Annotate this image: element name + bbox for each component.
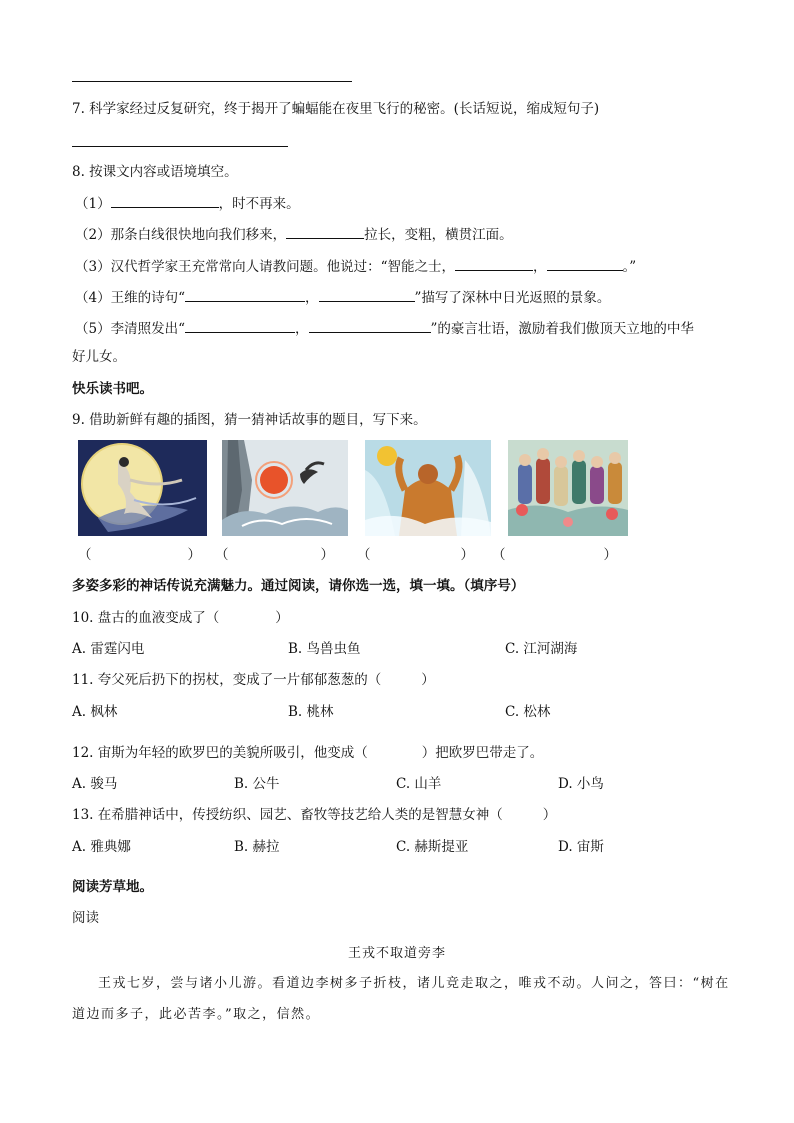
illustration-jingwei-sea bbox=[222, 440, 348, 536]
question-7 bbox=[72, 99, 599, 119]
illustration-change-moon bbox=[78, 440, 207, 536]
option-b[interactable]: B. 赫拉 bbox=[234, 839, 280, 855]
answer-slot-4[interactable]: （ ） bbox=[492, 547, 617, 563]
section-heading-grass: 阅读芳草地。 bbox=[72, 879, 153, 895]
fill-blank[interactable] bbox=[185, 287, 305, 302]
question-8-item-4: （4）王维的诗句“ ， ”描写了深林中日光返照的景象。 bbox=[75, 287, 610, 308]
question-8-title: 8. 按课文内容或语境填空。 bbox=[72, 164, 238, 180]
option-b[interactable]: B. 公牛 bbox=[234, 776, 280, 792]
question-7-text: 7. 科学家经过反复研究，终于揭开了蝙蝠能在夜里飞行的秘密。(长话短说，缩成短句子) bbox=[72, 101, 600, 117]
bird-sea-illustration bbox=[222, 440, 348, 536]
option-a[interactable]: A. 骏马 bbox=[72, 776, 118, 792]
passage-body: 王戎七岁，尝与诸小儿游。看道边李树多子折枝，诸儿竞走取之，唯戎不动。人问之，答曰：“树在道边而多子，此必苦李。”取之，信然。 bbox=[72, 976, 730, 1022]
reading-label: 阅读 bbox=[72, 910, 99, 926]
question-8-item-5: （5）李清照发出“ ， ”的豪言壮语，激励着我们傲顶天立地的中华 bbox=[75, 318, 694, 339]
answer-slot-1[interactable]: （ ） bbox=[78, 547, 201, 563]
section-heading-myth: 多姿多彩的神话传说充满魅力。通过阅读，请你选一选，填一填。（填序号） bbox=[72, 578, 525, 594]
answer-slot-3[interactable]: （ ） bbox=[357, 547, 474, 563]
passage-title: 王戎不取道旁李 bbox=[347, 946, 446, 961]
option-a[interactable]: A. 枫林 bbox=[72, 704, 118, 720]
option-c[interactable]: C. 松林 bbox=[505, 704, 551, 720]
hero-illustration bbox=[365, 440, 491, 536]
option-b[interactable]: B. 桃林 bbox=[288, 704, 334, 720]
option-d[interactable]: D. 小鸟 bbox=[558, 776, 604, 792]
fill-blank[interactable] bbox=[111, 193, 219, 208]
option-c[interactable]: C. 赫斯提亚 bbox=[396, 839, 469, 855]
option-d[interactable]: D. 宙斯 bbox=[558, 839, 604, 855]
option-a[interactable]: A. 雷霆闪电 bbox=[72, 641, 145, 657]
question-12: 12. 宙斯为年轻的欧罗巴的美貌所吸引，他变成（ ）把欧罗巴带走了。 bbox=[72, 745, 544, 761]
fill-blank[interactable] bbox=[286, 224, 364, 239]
immortals-illustration bbox=[508, 440, 628, 536]
fill-blank[interactable] bbox=[319, 287, 415, 302]
option-a[interactable]: A. 雅典娜 bbox=[72, 839, 131, 855]
fill-blank[interactable] bbox=[547, 256, 623, 271]
question-8-item-1: （1） ，时不再来。 bbox=[75, 193, 300, 214]
illustration-eight-immortals bbox=[508, 440, 628, 536]
fill-blank[interactable] bbox=[185, 318, 295, 333]
moon-fairy-illustration bbox=[78, 440, 207, 536]
question-8-item-2: （2）那条白线很快地向我们移来， 拉长，变粗，横贯江面。 bbox=[75, 224, 513, 245]
question-8-item-3: （3）汉代哲学家王充常常向人请教问题。他说过：“智能之士， ， 。” bbox=[75, 256, 636, 277]
question-8-item-5-cont: 好儿女。 bbox=[72, 349, 126, 365]
question-13: 13. 在希腊神话中，传授纺织、园艺、畜牧等技艺给人类的是智慧女神（ ） bbox=[72, 807, 557, 823]
option-b[interactable]: B. 鸟兽虫鱼 bbox=[288, 641, 361, 657]
illustration-hero-waterfall bbox=[365, 440, 491, 536]
section-heading-reading: 快乐读书吧。 bbox=[72, 381, 153, 397]
answer-slot-2[interactable]: （ ） bbox=[215, 547, 334, 563]
option-c[interactable]: C. 山羊 bbox=[396, 776, 442, 792]
fill-blank[interactable] bbox=[309, 318, 431, 333]
fill-blank[interactable] bbox=[455, 256, 533, 271]
answer-line bbox=[72, 81, 352, 82]
question-9: 9. 借助新鲜有趣的插图，猜一猜神话故事的题目，写下来。 bbox=[72, 412, 427, 428]
answer-line bbox=[72, 146, 288, 147]
question-10: 10. 盘古的血液变成了（ ） bbox=[72, 610, 289, 626]
question-11: 11. 夸父死后扔下的拐杖，变成了一片郁郁葱葱的（ ） bbox=[72, 672, 435, 688]
option-c[interactable]: C. 江河湖海 bbox=[505, 641, 578, 657]
